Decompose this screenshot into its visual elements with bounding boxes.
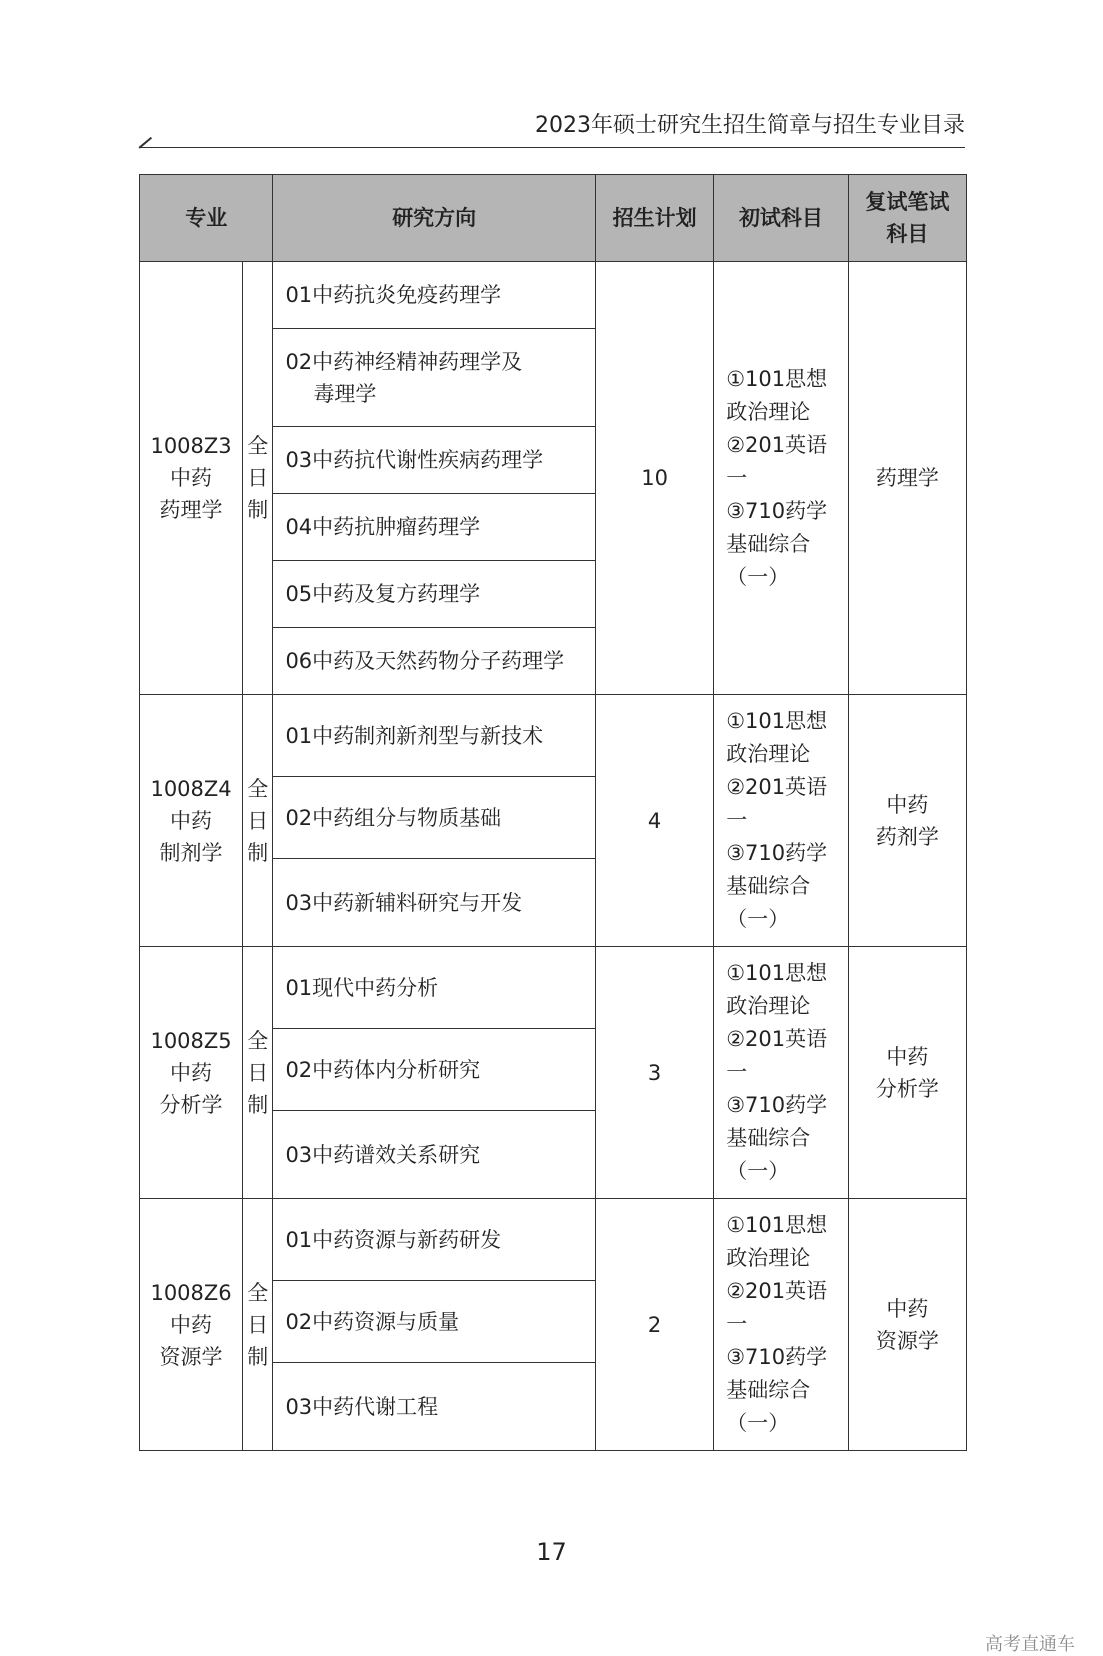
retest-subject-line: 分析学	[875, 1076, 939, 1101]
major-name-line: 中药	[170, 1060, 213, 1085]
exam-subject-line: （一）	[726, 564, 790, 589]
retest-subject-line: 药理学	[875, 466, 939, 490]
page-header	[139, 100, 965, 148]
research-direction-cell	[273, 494, 596, 561]
research-direction-cell	[273, 329, 596, 427]
header-rule	[139, 147, 965, 149]
research-direction-line: 03中药新辅料研究与开发	[285, 890, 523, 915]
enrollment-plan-cell: 4	[595, 695, 713, 947]
research-direction-line: 03中药谱效关系研究	[285, 1142, 481, 1167]
exam-subject-line: ②201英语	[726, 775, 828, 799]
study-mode-char: 日	[247, 808, 269, 833]
research-direction-cell	[273, 947, 596, 1029]
table-row	[140, 695, 967, 777]
major-cell	[140, 947, 243, 1199]
retest-subject-line: 药剂学	[875, 824, 939, 849]
retest-subject-line: 中药	[886, 1296, 929, 1321]
research-direction-line: 02中药体内分析研究	[285, 1057, 481, 1082]
exam-subject-line: ③710药学	[726, 841, 828, 865]
exam-subject-line: ②201英语	[726, 1027, 828, 1051]
research-direction-line: 02中药组分与物质基础	[285, 805, 502, 830]
research-direction-line: 01中药抗炎免疫药理学	[285, 283, 502, 307]
study-mode-char: 全	[247, 1280, 269, 1305]
major-cell	[140, 1199, 243, 1451]
study-mode-cell	[243, 695, 273, 947]
research-direction-line: 毒理学	[313, 381, 377, 406]
table-header-row	[140, 175, 967, 262]
research-direction-cell	[273, 1111, 596, 1199]
research-direction-line: 06中药及天然药物分子药理学	[285, 649, 565, 673]
research-direction-cell	[273, 561, 596, 628]
study-mode-cell	[243, 1199, 273, 1451]
table-body	[140, 262, 967, 1451]
study-mode-char: 全	[247, 1028, 269, 1053]
research-direction-line: 04中药抗肿瘤药理学	[285, 515, 481, 539]
exam-subject-line: ①101思想	[726, 961, 828, 985]
exam-subject-line: 基础综合	[726, 1126, 811, 1150]
exam-subject-line: ①101思想	[726, 709, 828, 733]
study-mode-char: 全	[247, 434, 269, 458]
research-direction-line: 01中药制剂新剂型与新技术	[285, 723, 544, 748]
major-name-line: 中药	[170, 1312, 213, 1337]
column-header-major: 专业	[140, 175, 273, 262]
major-name-line: 制剂学	[159, 840, 223, 865]
watermark: 高考直通车	[985, 1634, 1075, 1655]
exam-subject-line: ②201英语	[726, 1279, 828, 1303]
table-row	[140, 947, 967, 1029]
retest-subject-line: 中药	[886, 792, 929, 817]
table-row	[140, 262, 967, 329]
column-header-retest-line: 复试笔试	[865, 190, 950, 214]
exam-subject-line: （一）	[726, 907, 790, 931]
exam-subject-line: 一	[726, 465, 748, 490]
research-direction-line: 01现代中药分析	[285, 975, 439, 1000]
exam-subject-line: ③710药学	[726, 1093, 828, 1117]
preliminary-exam-cell	[714, 1199, 848, 1451]
column-header-exam: 初试科目	[714, 175, 848, 262]
page-header-title: 2023年硕士研究生招生简章与招生专业目录	[535, 113, 965, 138]
retest-subject-line: 资源学	[875, 1328, 939, 1353]
research-direction-line: 02中药神经精神药理学及	[285, 349, 523, 374]
research-direction-cell	[273, 628, 596, 695]
exam-subject-line: 政治理论	[726, 742, 811, 766]
exam-subject-line: 一	[726, 1312, 748, 1336]
major-name-line: 药理学	[159, 498, 223, 522]
exam-subject-line: 一	[726, 808, 748, 832]
retest-subject-cell	[848, 1199, 966, 1451]
research-direction-line: 03中药代谢工程	[285, 1394, 439, 1419]
research-direction-line: 02中药资源与质量	[285, 1309, 460, 1334]
retest-subject-cell	[848, 947, 966, 1199]
retest-subject-cell	[848, 695, 966, 947]
study-mode-char: 制	[247, 840, 269, 865]
exam-subject-line: 政治理论	[726, 994, 811, 1018]
preliminary-exam-cell	[714, 695, 848, 947]
study-mode-char: 全	[247, 776, 269, 801]
enrollment-plan-cell: 10	[595, 262, 713, 695]
study-mode-cell	[243, 262, 273, 695]
study-mode-char: 日	[247, 1312, 269, 1337]
major-cell	[140, 262, 243, 695]
exam-subject-line: 基础综合	[726, 531, 811, 556]
study-mode-char: 制	[247, 1344, 269, 1369]
column-header-retest-line: 科目	[886, 222, 929, 246]
study-mode-char: 日	[247, 466, 269, 490]
major-name-line: 资源学	[159, 1344, 223, 1369]
research-direction-cell	[273, 859, 596, 947]
exam-subject-line: 基础综合	[726, 874, 811, 898]
research-direction-line: 01中药资源与新药研发	[285, 1227, 502, 1252]
enrollment-plan-cell: 2	[595, 1199, 713, 1451]
column-header-retest	[848, 175, 966, 262]
retest-subject-line: 中药	[886, 1044, 929, 1069]
exam-subject-line: （一）	[726, 1411, 790, 1435]
exam-subject-line: ③710药学	[726, 1345, 828, 1369]
preliminary-exam-cell	[714, 947, 848, 1199]
study-mode-char: 制	[247, 1092, 269, 1117]
research-direction-cell	[273, 777, 596, 859]
major-cell	[140, 695, 243, 947]
research-direction-cell	[273, 262, 596, 329]
exam-subject-line: 政治理论	[726, 1246, 811, 1270]
admission-catalog-table	[139, 174, 967, 1451]
research-direction-cell	[273, 427, 596, 494]
major-name-line: 分析学	[159, 1092, 223, 1117]
major-code: 1008Z3	[150, 434, 232, 458]
exam-subject-line: 一	[726, 1060, 748, 1084]
study-mode-char: 日	[247, 1060, 269, 1085]
exam-subject-line: ①101思想	[726, 1213, 828, 1237]
research-direction-cell	[273, 695, 596, 777]
page-number: 17	[536, 1538, 567, 1566]
exam-subject-line: 基础综合	[726, 1378, 811, 1402]
research-direction-cell	[273, 1199, 596, 1281]
major-name-line: 中药	[170, 808, 213, 833]
enrollment-plan-cell: 3	[595, 947, 713, 1199]
exam-subject-line: 政治理论	[726, 399, 811, 424]
research-direction-cell	[273, 1281, 596, 1363]
retest-subject-cell	[848, 262, 966, 695]
research-direction-cell	[273, 1363, 596, 1451]
table-row	[140, 1199, 967, 1281]
major-code: 1008Z4	[150, 776, 232, 801]
study-mode-char: 制	[247, 498, 269, 522]
research-direction-cell	[273, 1029, 596, 1111]
study-mode-cell	[243, 947, 273, 1199]
column-header-plan: 招生计划	[595, 175, 713, 262]
research-direction-line: 03中药抗代谢性疾病药理学	[285, 448, 544, 472]
exam-subject-line: （一）	[726, 1159, 790, 1183]
exam-subject-line: ③710药学	[726, 498, 828, 523]
major-name-line: 中药	[170, 466, 213, 490]
exam-subject-line: ②201英语	[726, 432, 828, 457]
column-header-direction: 研究方向	[273, 175, 596, 262]
exam-subject-line: ①101思想	[726, 366, 828, 391]
major-code: 1008Z5	[150, 1028, 232, 1053]
preliminary-exam-cell	[714, 262, 848, 695]
major-code: 1008Z6	[150, 1280, 232, 1305]
research-direction-line: 05中药及复方药理学	[285, 582, 481, 606]
